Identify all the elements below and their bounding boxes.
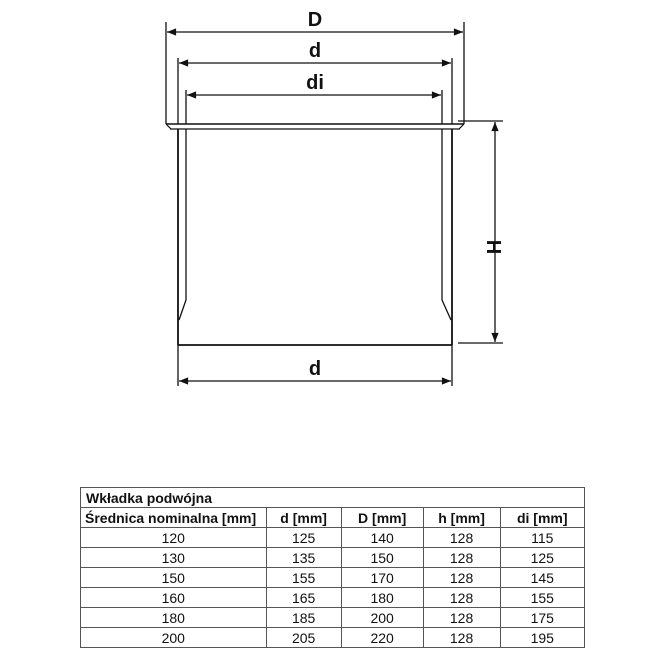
table-cell: 170 — [341, 568, 423, 588]
table-cell: 185 — [266, 608, 341, 628]
table-cell: 125 — [500, 548, 585, 568]
table-cell: 125 — [266, 528, 341, 548]
table-row — [81, 608, 585, 628]
label-d-top: d — [308, 40, 322, 62]
spec-table — [80, 487, 585, 648]
table-cell: 180 — [81, 608, 267, 628]
label-di: di — [306, 72, 324, 94]
table-header-row — [81, 508, 585, 528]
table-cell: 150 — [341, 548, 423, 568]
table-cell: 195 — [500, 628, 585, 648]
table-cell: 128 — [423, 588, 500, 608]
table-cell: 175 — [500, 608, 585, 628]
table-cell: 130 — [81, 548, 267, 568]
table-cell: 200 — [81, 628, 267, 648]
table-cell: 220 — [341, 628, 423, 648]
table-cell: 128 — [423, 528, 500, 548]
table-cell: 155 — [500, 588, 585, 608]
table-cell: 128 — [423, 548, 500, 568]
header-d: d [mm] — [266, 508, 341, 528]
header-nominal-diameter: Średnica nominalna [mm] — [81, 508, 267, 528]
table-cell: 128 — [423, 568, 500, 588]
table-cell: 145 — [500, 568, 585, 588]
table-caption: Wkładka podwójna — [81, 488, 585, 508]
label-d-bottom: d — [308, 358, 322, 380]
header-h: h [mm] — [423, 508, 500, 528]
table-cell: 165 — [266, 588, 341, 608]
table-cell: 128 — [423, 608, 500, 628]
table-cell: 135 — [266, 548, 341, 568]
table-cell: 140 — [341, 528, 423, 548]
header-D: D [mm] — [341, 508, 423, 528]
table-row — [81, 568, 585, 588]
table-cell: 120 — [81, 528, 267, 548]
table-cell: 160 — [81, 588, 267, 608]
table-cell: 205 — [266, 628, 341, 648]
label-D: D — [307, 9, 323, 31]
table-row — [81, 528, 585, 548]
table-cell: 180 — [341, 588, 423, 608]
table-row — [81, 628, 585, 648]
table-cell: 200 — [341, 608, 423, 628]
table-row — [81, 588, 585, 608]
header-di: di [mm] — [500, 508, 585, 528]
table-row — [81, 548, 585, 568]
table-cell: 150 — [81, 568, 267, 588]
table-cell: 115 — [500, 528, 585, 548]
label-H: H — [482, 239, 504, 255]
pipe-body — [166, 124, 464, 345]
table-caption-row — [81, 488, 585, 508]
table-cell: 155 — [266, 568, 341, 588]
dimension-lines — [167, 32, 495, 381]
table-cell: 128 — [423, 628, 500, 648]
